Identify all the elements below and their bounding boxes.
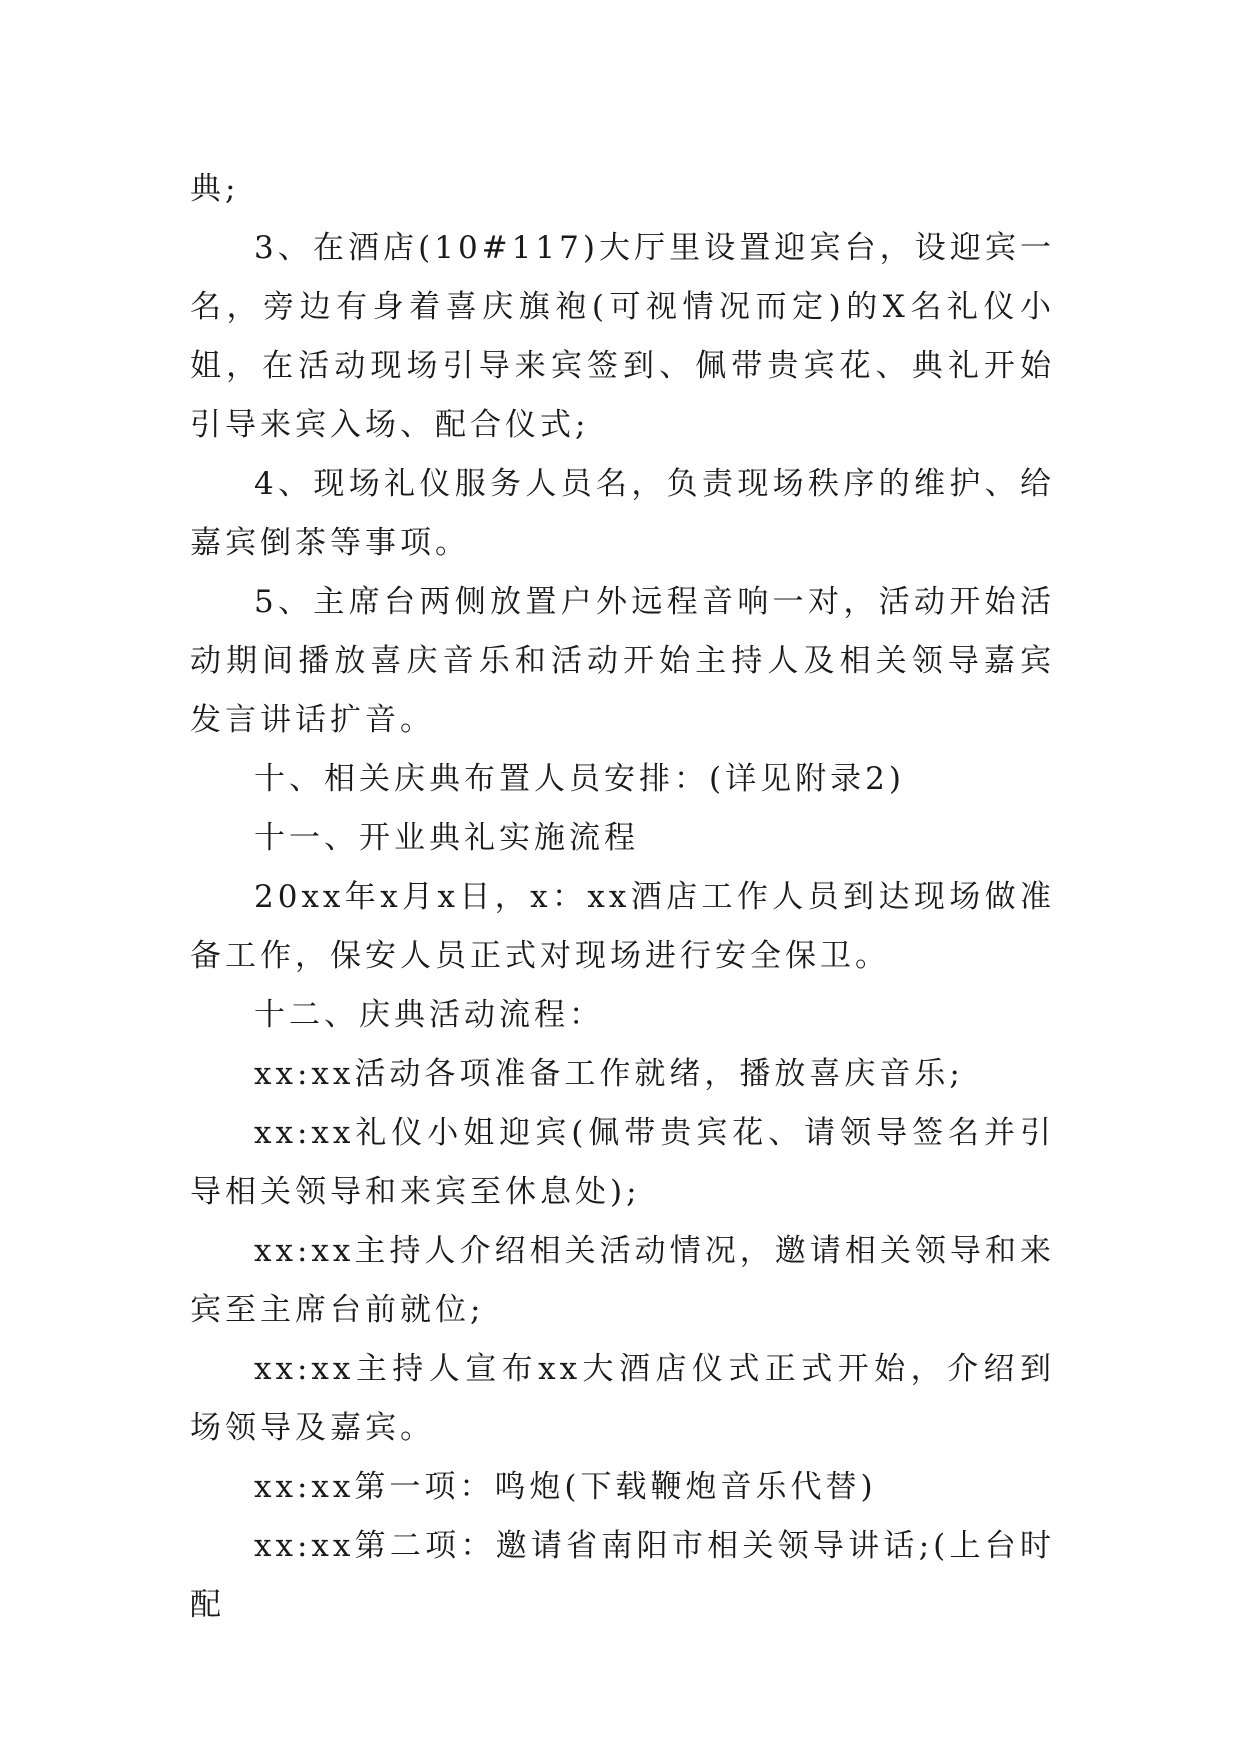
section-heading-12: 十二、庆典活动流程： (254, 997, 604, 1033)
paragraph-item-5: 5、主席台两侧放置户外远程音响一对，活动开始活动期间播放喜庆音乐和活动开始主持人及相关领导嘉宾发言讲话扩音。 (190, 584, 1055, 738)
section-heading-10: 十、相关庆典布置人员安排：(详见附录2) (254, 761, 905, 797)
document-body (190, 160, 1055, 1635)
schedule-item: xx:xx第一项：鸣炮(下载鞭炮音乐代替) (254, 1469, 877, 1505)
paragraph-item-3: 3、在酒店(10#117)大厅里设置迎宾台，设迎宾一名，旁边有身着喜庆旗袍(可视情况而定)的X名礼仪小姐，在活动现场引导来宾签到、佩带贵宾花、典礼开始引导来宾入场、配合仪式; (190, 230, 1055, 443)
paragraph-preparation: 20xx年x月x日，x：xx酒店工作人员到达现场做准备工作，保安人员正式对现场进行安全保卫。 (190, 879, 1055, 974)
schedule-item: xx:xx活动各项准备工作就绪，播放喜庆音乐; (254, 1056, 964, 1092)
paragraph-item-4: 4、现场礼仪服务人员名，负责现场秩序的维护、给嘉宾倒茶等事项。 (190, 466, 1055, 561)
schedule-item: xx:xx主持人介绍相关活动情况，邀请相关领导和来宾至主席台前就位; (190, 1233, 1055, 1328)
schedule-item: xx:xx第二项：邀请省南阳市相关领导讲话;(上台时配 (190, 1528, 1055, 1623)
schedule-item: xx:xx主持人宣布xx大酒店仪式正式开始，介绍到场领导及嘉宾。 (190, 1351, 1055, 1446)
schedule-item: xx:xx礼仪小姐迎宾(佩带贵宾花、请领导签名并引导相关领导和来宾至休息处); (190, 1115, 1055, 1210)
paragraph-continuation: 典; (190, 171, 240, 207)
section-heading-11: 十一、开业典礼实施流程 (254, 820, 639, 856)
